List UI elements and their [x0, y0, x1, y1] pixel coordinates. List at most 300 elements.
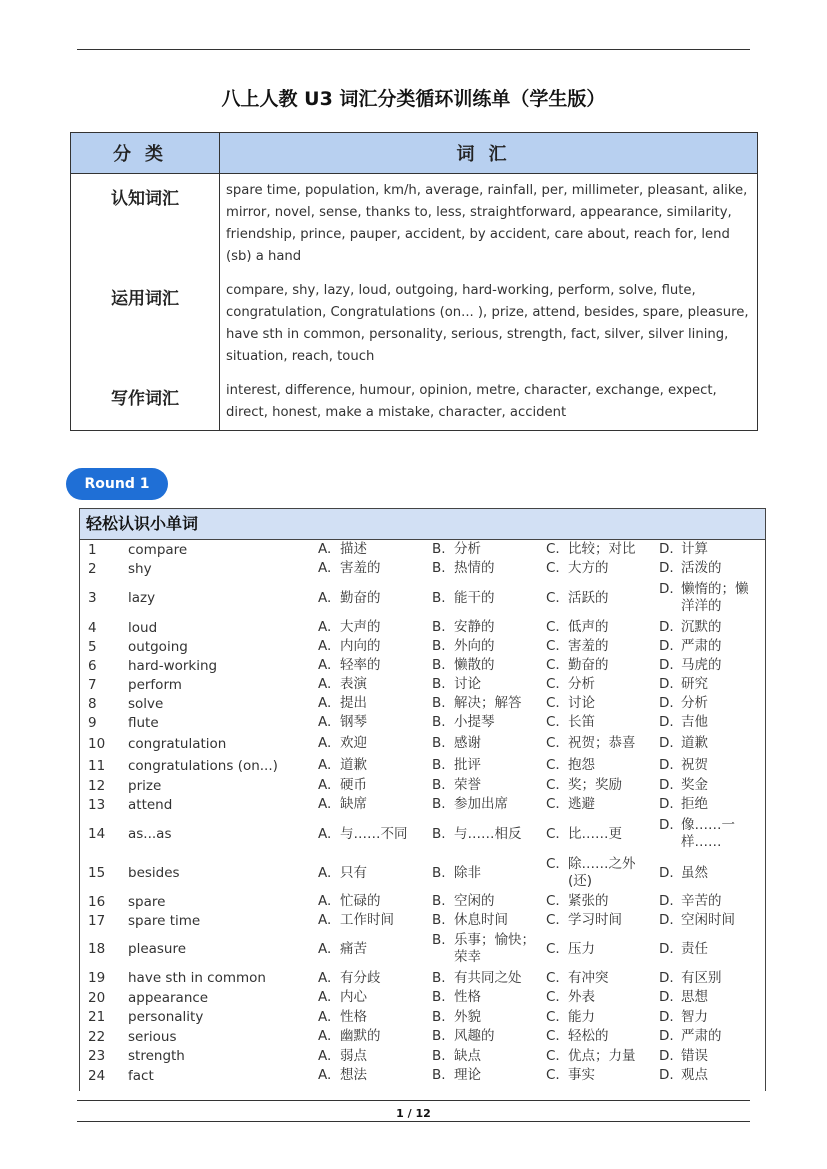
option-letter: B. — [432, 619, 446, 635]
option-c — [546, 541, 659, 558]
option-text: 钢琴 — [340, 714, 367, 730]
option-d — [659, 657, 759, 674]
option-letter: C. — [546, 969, 560, 986]
option-letter: D. — [659, 817, 674, 833]
question-number: 7 — [88, 676, 97, 693]
option-text: 能力 — [568, 1008, 595, 1025]
option-letter: B. — [432, 757, 446, 773]
option-letter: A. — [318, 912, 332, 928]
option-text: 忙碌的 — [340, 893, 381, 909]
option-letter: B. — [432, 638, 446, 654]
option-letter: C. — [546, 757, 560, 773]
quiz-heading: 轻松认识小单词 — [80, 509, 765, 540]
question-word: congratulation — [128, 735, 227, 752]
option-a — [318, 757, 432, 774]
option-c — [546, 735, 659, 752]
option-text: 与……不同 — [340, 825, 408, 842]
option-c — [546, 1009, 659, 1026]
table-row — [71, 374, 758, 431]
option-text: 祝贺；恭喜 — [568, 735, 636, 751]
option-letter: B. — [432, 676, 446, 692]
vocabulary-table — [70, 132, 758, 431]
question-number: 22 — [88, 1028, 106, 1045]
option-text: 害羞的 — [340, 560, 381, 576]
option-b — [432, 657, 546, 674]
option-text: 严肃的 — [681, 1028, 722, 1044]
option-letter: B. — [432, 589, 446, 606]
option-a — [318, 590, 432, 607]
option-letter: D. — [659, 777, 674, 793]
option-d — [659, 912, 759, 929]
option-text: 解决；解答 — [454, 695, 522, 711]
option-letter: D. — [659, 989, 674, 1005]
option-letter: D. — [659, 864, 674, 881]
option-b — [432, 560, 546, 577]
option-text: 比较；对比 — [568, 541, 636, 557]
option-letter: D. — [659, 969, 674, 986]
question-row — [80, 988, 765, 1007]
question-word: flute — [128, 714, 159, 731]
option-a — [318, 695, 432, 712]
option-a — [318, 619, 432, 636]
option-letter: C. — [546, 657, 560, 673]
option-letter: A. — [318, 969, 332, 986]
question-row — [80, 618, 765, 637]
option-d — [659, 619, 759, 636]
question-number: 11 — [88, 757, 106, 774]
option-text: 欢迎 — [340, 735, 367, 751]
question-number: 10 — [88, 735, 106, 752]
option-text: 有分歧 — [340, 969, 381, 986]
option-text: 观点 — [681, 1067, 708, 1083]
option-text: 想法 — [340, 1067, 367, 1083]
option-a — [318, 893, 432, 910]
round-badge: Round 1 — [66, 468, 168, 500]
question-number: 15 — [88, 865, 106, 881]
document-title: 八上人教 U3 词汇分类循环训练单（学生版） — [221, 88, 606, 110]
option-letter: D. — [659, 735, 674, 751]
option-a — [318, 541, 432, 558]
option-text: 计算 — [681, 541, 708, 557]
option-d — [659, 676, 759, 693]
question-word: attend — [128, 796, 173, 813]
option-text: 优点；力量 — [568, 1047, 636, 1064]
option-letter: A. — [318, 541, 332, 557]
option-c — [546, 856, 659, 890]
option-letter: A. — [318, 796, 332, 812]
option-letter: C. — [546, 1067, 560, 1083]
option-a — [318, 676, 432, 693]
option-letter: B. — [432, 777, 446, 793]
question-word: serious — [128, 1028, 177, 1045]
question-row — [80, 1066, 765, 1085]
option-c — [546, 989, 659, 1006]
option-text: 勤奋的 — [568, 657, 609, 673]
option-b — [432, 695, 546, 712]
option-a — [318, 560, 432, 577]
option-text: 紧张的 — [568, 893, 609, 909]
question-row — [80, 656, 765, 675]
bottom-rule-2 — [77, 1121, 750, 1122]
option-letter: A. — [318, 735, 332, 751]
option-text: 比……更 — [568, 825, 622, 842]
option-b — [432, 1009, 546, 1026]
option-text: 活跃的 — [568, 589, 609, 606]
table-row — [71, 174, 758, 275]
option-d — [659, 757, 759, 774]
option-d — [659, 560, 759, 577]
option-c — [546, 941, 659, 958]
option-letter: B. — [432, 932, 446, 948]
option-text: 事实 — [568, 1067, 595, 1083]
option-letter: A. — [318, 989, 332, 1005]
question-row — [80, 578, 765, 618]
option-c — [546, 714, 659, 731]
option-d — [659, 1067, 759, 1084]
option-text: 幽默的 — [340, 1028, 381, 1044]
option-a — [318, 941, 432, 958]
option-letter: D. — [659, 1047, 674, 1064]
question-word: prize — [128, 777, 162, 794]
category-cell: 运用词汇 — [71, 274, 220, 374]
option-letter: D. — [659, 619, 674, 635]
option-b — [432, 1067, 546, 1084]
option-letter: C. — [546, 989, 560, 1005]
option-letter: B. — [432, 864, 446, 881]
question-word: personality — [128, 1009, 204, 1025]
option-letter: A. — [318, 825, 332, 842]
option-d — [659, 581, 759, 615]
option-b — [432, 735, 546, 752]
option-letter: C. — [546, 912, 560, 928]
option-letter: A. — [318, 657, 332, 673]
top-rule — [77, 49, 750, 50]
option-text: 安静的 — [454, 619, 495, 635]
option-text: 有共同之处 — [454, 969, 522, 986]
question-number: 6 — [88, 657, 97, 674]
option-letter: B. — [432, 714, 446, 730]
option-b — [432, 619, 546, 636]
option-letter: D. — [659, 560, 674, 576]
option-letter: B. — [432, 1067, 446, 1083]
option-b — [432, 714, 546, 731]
option-text: 除……之外(还) — [568, 856, 636, 889]
option-b — [432, 912, 546, 929]
question-word: have sth in common — [128, 970, 266, 986]
option-a — [318, 777, 432, 794]
option-text: 懒散的 — [454, 657, 495, 673]
option-letter: C. — [546, 619, 560, 635]
question-word: loud — [128, 619, 158, 636]
option-c — [546, 676, 659, 693]
option-text: 工作时间 — [340, 912, 394, 928]
option-letter: B. — [432, 735, 446, 751]
option-text: 除非 — [454, 864, 481, 881]
option-a — [318, 970, 432, 987]
option-d — [659, 735, 759, 752]
option-c — [546, 757, 659, 774]
question-number: 5 — [88, 638, 97, 655]
option-text: 奖；奖励 — [568, 777, 622, 793]
question-number: 9 — [88, 714, 97, 731]
question-row — [80, 713, 765, 732]
option-text: 勤奋的 — [340, 589, 381, 606]
option-a — [318, 1067, 432, 1084]
option-text: 外表 — [568, 989, 595, 1005]
option-text: 表演 — [340, 676, 367, 692]
option-letter: A. — [318, 676, 332, 692]
option-letter: A. — [318, 1008, 332, 1025]
question-word: solve — [128, 695, 164, 712]
question-row — [80, 694, 765, 713]
option-text: 休息时间 — [454, 912, 508, 928]
option-text: 分析 — [681, 695, 708, 711]
option-text: 内向的 — [340, 638, 381, 654]
option-letter: A. — [318, 757, 332, 773]
option-text: 责任 — [681, 940, 708, 957]
option-text: 有区别 — [681, 969, 722, 986]
option-d — [659, 777, 759, 794]
question-row — [80, 930, 765, 968]
question-word: appearance — [128, 989, 209, 1006]
option-d — [659, 1048, 759, 1065]
option-text: 轻松的 — [568, 1028, 609, 1044]
option-text: 道歉 — [340, 757, 367, 773]
option-a — [318, 1048, 432, 1065]
question-number: 3 — [88, 590, 97, 606]
option-text: 热情的 — [454, 560, 495, 576]
option-a — [318, 735, 432, 752]
option-text: 分析 — [454, 541, 481, 557]
words-cell: interest, difference, humour, opinion, metre, character, exchange, expect, direct, honest, make a mistake, character, accident — [220, 374, 758, 431]
option-letter: D. — [659, 940, 674, 957]
option-b — [432, 676, 546, 693]
option-letter: C. — [546, 893, 560, 909]
option-letter: C. — [546, 560, 560, 576]
option-text: 空闲的 — [454, 893, 495, 909]
option-d — [659, 941, 759, 958]
question-row — [80, 1027, 765, 1046]
option-b — [432, 541, 546, 558]
option-letter: D. — [659, 676, 674, 692]
option-text: 性格 — [454, 989, 481, 1005]
option-letter: D. — [659, 912, 674, 928]
option-text: 痛苦 — [340, 940, 367, 957]
question-row — [80, 732, 765, 755]
question-word: compare — [128, 541, 188, 558]
option-letter: A. — [318, 560, 332, 576]
option-text: 描述 — [340, 541, 367, 557]
option-letter: C. — [546, 541, 560, 557]
question-number: 1 — [88, 541, 97, 558]
option-c — [546, 695, 659, 712]
option-d — [659, 714, 759, 731]
option-letter: C. — [546, 796, 560, 812]
option-text: 拒绝 — [681, 796, 708, 812]
category-cell: 认知词汇 — [71, 174, 220, 275]
option-letter: B. — [432, 560, 446, 576]
option-d — [659, 1009, 759, 1026]
option-text: 害羞的 — [568, 638, 609, 654]
option-c — [546, 777, 659, 794]
option-letter: A. — [318, 638, 332, 654]
question-row — [80, 892, 765, 911]
option-d — [659, 865, 759, 882]
option-b — [432, 893, 546, 910]
option-text: 奖金 — [681, 777, 708, 793]
option-a — [318, 826, 432, 843]
question-number: 18 — [88, 941, 106, 957]
question-number: 23 — [88, 1048, 106, 1064]
option-text: 讨论 — [568, 695, 595, 711]
question-row — [80, 755, 765, 776]
option-text: 性格 — [340, 1008, 367, 1025]
option-text: 智力 — [681, 1008, 708, 1025]
question-row — [80, 1007, 765, 1027]
option-text: 感谢 — [454, 735, 481, 751]
option-b — [432, 932, 546, 966]
option-letter: B. — [432, 1028, 446, 1044]
question-row — [80, 540, 765, 559]
option-c — [546, 590, 659, 607]
option-letter: C. — [546, 638, 560, 654]
option-text: 缺点 — [454, 1047, 481, 1064]
option-letter: C. — [546, 1028, 560, 1044]
option-letter: D. — [659, 796, 674, 812]
option-letter: B. — [432, 989, 446, 1005]
question-number: 12 — [88, 777, 106, 794]
option-letter: B. — [432, 969, 446, 986]
option-b — [432, 638, 546, 655]
option-text: 辛苦的 — [681, 893, 722, 909]
option-letter: B. — [432, 541, 446, 557]
option-a — [318, 796, 432, 813]
option-d — [659, 970, 759, 987]
header-category: 分类 — [71, 133, 220, 174]
option-text: 乐事；愉快；荣幸 — [454, 932, 535, 965]
question-row — [80, 559, 765, 578]
option-d — [659, 1028, 759, 1045]
option-c — [546, 638, 659, 655]
question-word: congratulations (on...) — [128, 757, 278, 774]
option-d — [659, 796, 759, 813]
question-word: hard-working — [128, 657, 218, 674]
question-word: strength — [128, 1048, 185, 1064]
option-text: 压力 — [568, 940, 595, 957]
option-letter: D. — [659, 1008, 674, 1025]
question-number: 17 — [88, 912, 106, 929]
option-text: 小提琴 — [454, 714, 495, 730]
option-text: 马虎的 — [681, 657, 722, 673]
option-letter: C. — [546, 1047, 560, 1064]
option-b — [432, 590, 546, 607]
option-text: 长笛 — [568, 714, 595, 730]
question-word: outgoing — [128, 638, 188, 655]
option-letter: C. — [546, 1008, 560, 1025]
question-number: 16 — [88, 893, 106, 910]
option-b — [432, 777, 546, 794]
quiz-section — [79, 508, 766, 1091]
option-letter: D. — [659, 1028, 674, 1044]
option-letter: B. — [432, 1047, 446, 1064]
option-text: 逃避 — [568, 796, 595, 812]
option-letter: C. — [546, 735, 560, 751]
option-text: 活泼的 — [681, 560, 722, 576]
question-word: shy — [128, 560, 152, 577]
option-b — [432, 1028, 546, 1045]
question-number: 8 — [88, 695, 97, 712]
option-text: 思想 — [681, 989, 708, 1005]
option-d — [659, 893, 759, 910]
option-text: 研究 — [681, 676, 708, 692]
question-word: spare time — [128, 912, 201, 929]
question-row — [80, 1046, 765, 1066]
option-letter: C. — [546, 714, 560, 730]
question-word: fact — [128, 1067, 154, 1084]
option-letter: A. — [318, 619, 332, 635]
option-c — [546, 970, 659, 987]
option-a — [318, 714, 432, 731]
option-text: 严肃的 — [681, 638, 722, 654]
option-letter: A. — [318, 893, 332, 909]
option-text: 祝贺 — [681, 757, 708, 773]
option-letter: D. — [659, 893, 674, 909]
option-text: 能干的 — [454, 589, 495, 606]
option-letter: A. — [318, 1047, 332, 1064]
option-text: 懒惰的；懒洋洋的 — [681, 581, 749, 614]
option-text: 学习时间 — [568, 912, 622, 928]
option-letter: B. — [432, 695, 446, 711]
option-text: 讨论 — [454, 676, 481, 692]
option-text: 道歉 — [681, 735, 708, 751]
option-text: 大方的 — [568, 560, 609, 576]
option-d — [659, 989, 759, 1006]
option-letter: A. — [318, 695, 332, 711]
option-letter: B. — [432, 796, 446, 812]
option-text: 缺席 — [340, 796, 367, 812]
option-letter: B. — [432, 912, 446, 928]
option-letter: D. — [659, 541, 674, 557]
option-letter: C. — [546, 825, 560, 842]
option-text: 硬币 — [340, 777, 367, 793]
option-text: 参加出席 — [454, 796, 508, 812]
question-number: 13 — [88, 796, 106, 813]
option-c — [546, 796, 659, 813]
option-b — [432, 826, 546, 843]
option-letter: C. — [546, 940, 560, 957]
option-a — [318, 1028, 432, 1045]
option-text: 只有 — [340, 864, 367, 881]
question-word: besides — [128, 865, 180, 881]
question-word: as...as — [128, 826, 172, 842]
option-c — [546, 1048, 659, 1065]
option-text: 大声的 — [340, 619, 381, 635]
option-letter: A. — [318, 714, 332, 730]
page-number: 1 / 12 — [396, 1107, 431, 1120]
quiz-list — [80, 540, 765, 1085]
question-number: 4 — [88, 619, 97, 636]
question-number: 19 — [88, 970, 106, 986]
option-text: 批评 — [454, 757, 481, 773]
category-cell: 写作词汇 — [71, 374, 220, 431]
option-text: 错误 — [681, 1047, 708, 1064]
option-text: 吉他 — [681, 714, 708, 730]
option-text: 与……相反 — [454, 825, 522, 842]
option-letter: B. — [432, 657, 446, 673]
option-a — [318, 912, 432, 929]
option-text: 抱怨 — [568, 757, 595, 773]
option-letter: D. — [659, 1067, 674, 1083]
